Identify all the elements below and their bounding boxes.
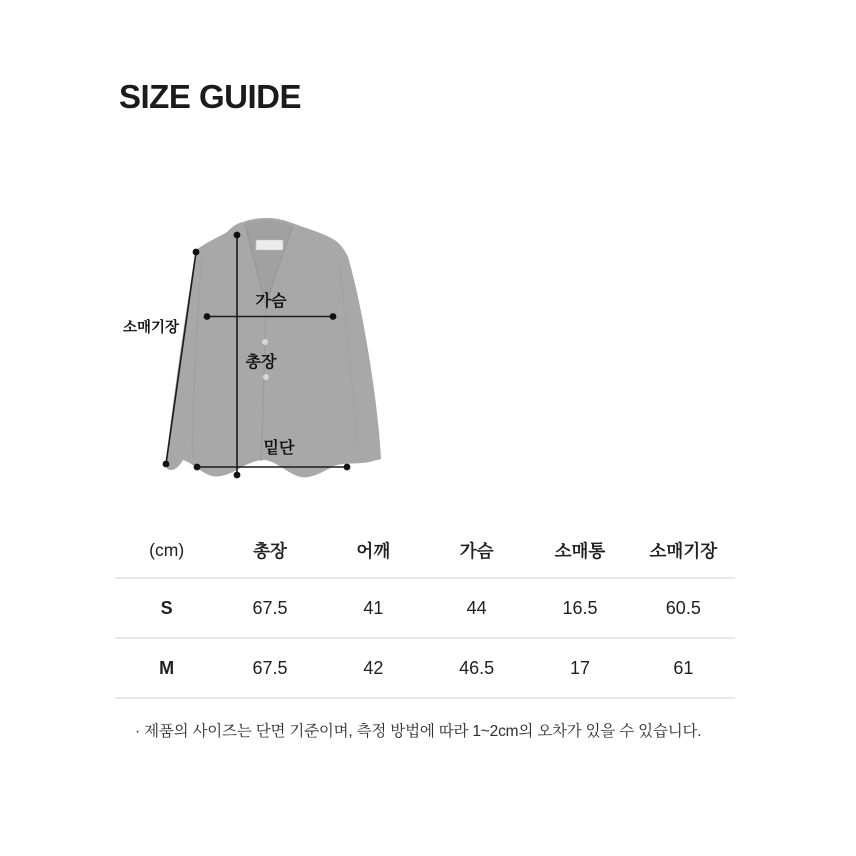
col-header-total-length: 총장 bbox=[253, 541, 287, 561]
label-total-length: 총장 bbox=[245, 354, 277, 371]
label-sleeve-length: 소매기장 bbox=[122, 320, 180, 336]
measure-dot bbox=[234, 232, 241, 239]
button-bottom bbox=[263, 374, 269, 380]
button-top bbox=[262, 339, 268, 345]
value-sleeve-width: 16.5 bbox=[562, 597, 598, 618]
size-label: M bbox=[159, 657, 175, 678]
table-unit-header: (cm) bbox=[149, 540, 185, 560]
measure-dot bbox=[234, 472, 241, 479]
jacket-diagram-svg bbox=[115, 210, 395, 495]
measure-dot bbox=[330, 313, 337, 320]
value-total-length: 67.5 bbox=[252, 597, 288, 618]
table-row-size-m bbox=[115, 639, 735, 699]
measure-dot bbox=[204, 313, 211, 320]
label-chest: 가슴 bbox=[255, 293, 287, 310]
col-header-sleeve-width: 소매통 bbox=[554, 541, 606, 561]
value-chest: 44 bbox=[466, 597, 487, 618]
col-header-shoulder: 어깨 bbox=[356, 541, 391, 561]
value-total-length: 67.5 bbox=[252, 657, 288, 678]
collar-tag bbox=[256, 240, 283, 250]
measure-dot bbox=[344, 464, 351, 471]
size-disclaimer-note: · 제품의 사이즈는 단면 기준이며, 측정 방법에 따라 1~2cm의 오차가 있을 수 있습니다. bbox=[135, 723, 702, 740]
col-header-sleeve-length: 소매기장 bbox=[649, 541, 718, 561]
measure-dot bbox=[194, 464, 201, 471]
value-sleeve-length: 61 bbox=[673, 657, 694, 678]
size-table bbox=[115, 524, 735, 699]
value-sleeve-width: 17 bbox=[569, 657, 590, 678]
garment-measurement-diagram bbox=[115, 210, 395, 495]
col-header-chest: 가슴 bbox=[459, 541, 494, 561]
label-hem: 밑단 bbox=[263, 440, 295, 457]
value-sleeve-length: 60.5 bbox=[665, 597, 701, 618]
value-shoulder: 42 bbox=[363, 657, 384, 678]
table-row-size-s bbox=[115, 579, 735, 639]
measure-dot bbox=[193, 249, 200, 256]
value-chest: 46.5 bbox=[459, 657, 495, 678]
value-shoulder: 41 bbox=[363, 597, 384, 618]
page-title: SIZE GUIDE bbox=[119, 78, 302, 115]
measure-dot bbox=[163, 461, 170, 468]
size-label: S bbox=[160, 597, 173, 618]
size-table-header-row bbox=[115, 524, 735, 579]
